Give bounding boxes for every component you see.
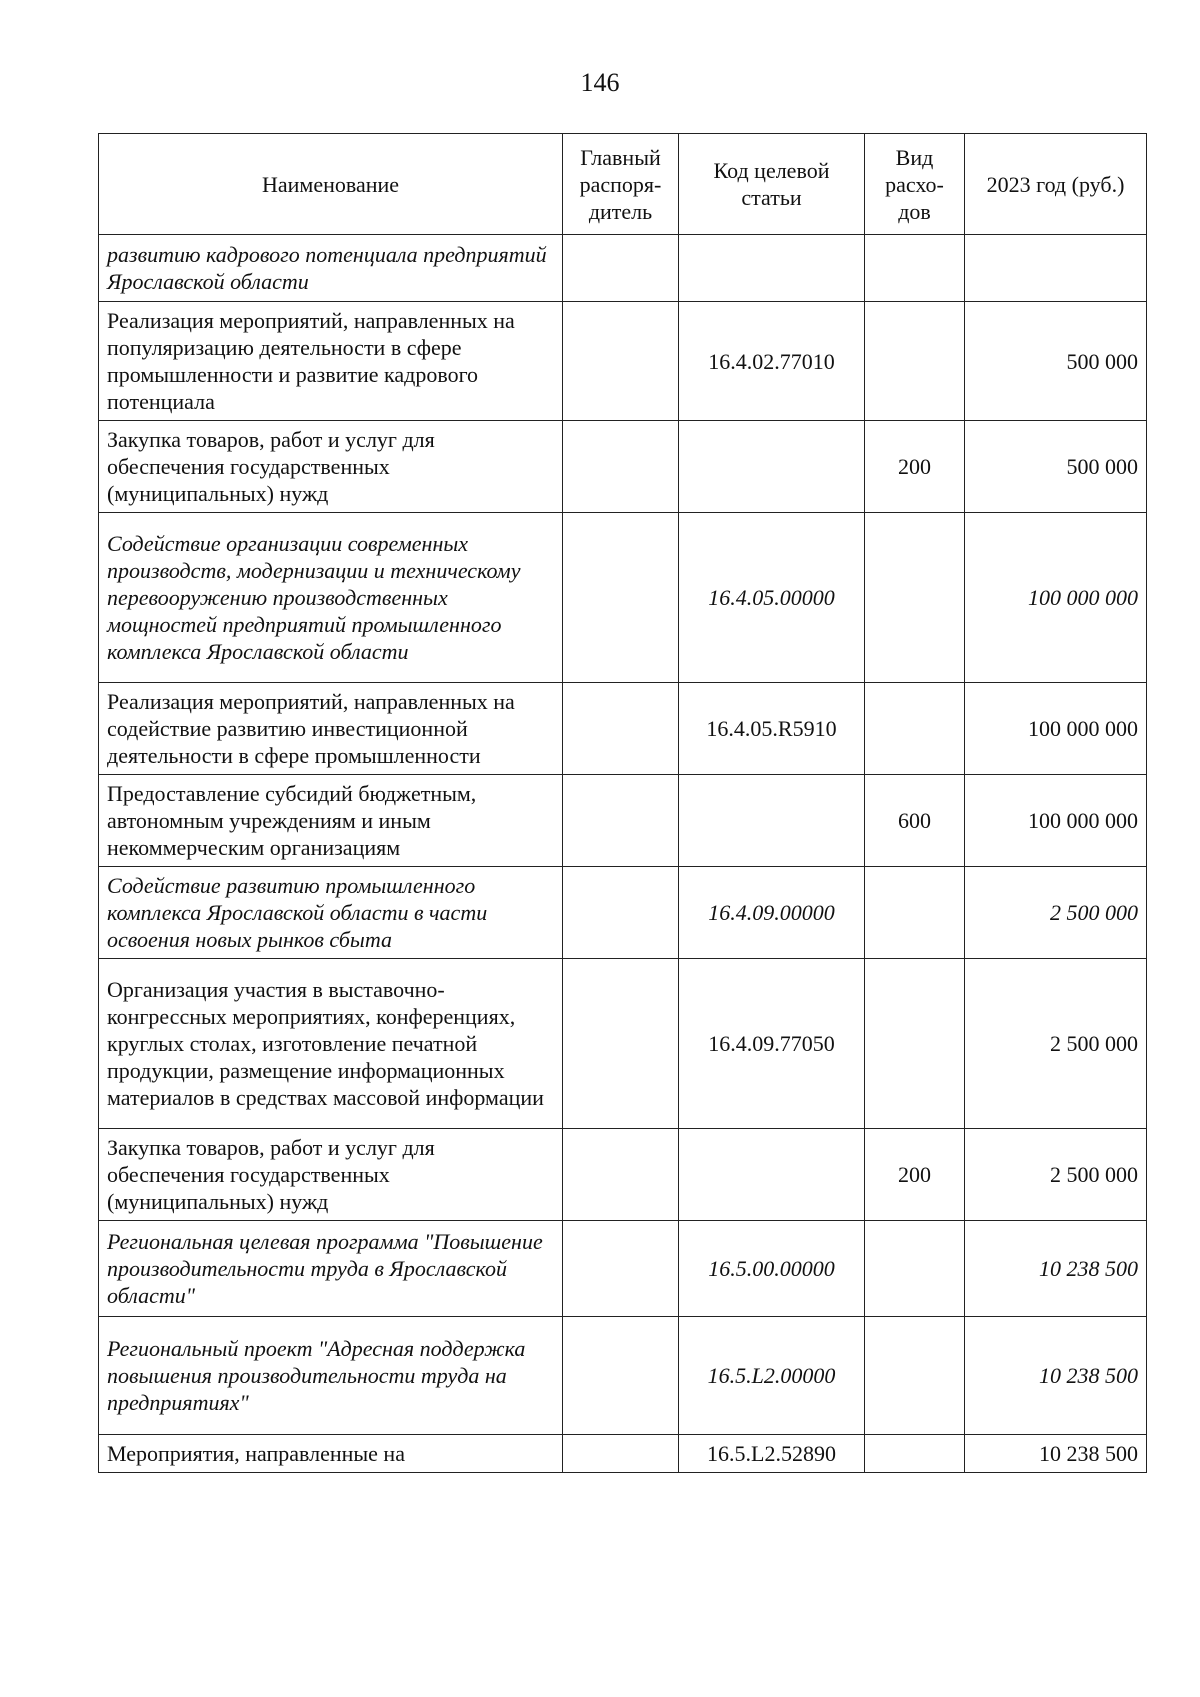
table-header-row (99, 134, 1147, 235)
cell-code (679, 1129, 865, 1221)
table-row (99, 1435, 1147, 1473)
cell-admin (563, 302, 679, 421)
cell-code (679, 775, 865, 867)
cell-amount: 500 000 (965, 302, 1147, 421)
cell-amount: 500 000 (965, 421, 1147, 513)
table-row (99, 235, 1147, 302)
budget-table (98, 133, 1147, 1473)
cell-name: Закупка товаров, работ и услуг для обеспечения государственных (муниципальных) нужд (99, 1129, 563, 1221)
table-row (99, 513, 1147, 683)
cell-amount: 100 000 000 (965, 775, 1147, 867)
cell-kind (865, 1317, 965, 1435)
header-name: Наименование (99, 134, 563, 235)
header-admin: Главный распоря-дитель (563, 134, 679, 235)
cell-admin (563, 959, 679, 1129)
cell-code: 16.4.09.77050 (679, 959, 865, 1129)
cell-code: 16.5.L2.52890 (679, 1435, 865, 1473)
table-row (99, 1317, 1147, 1435)
cell-kind (865, 959, 965, 1129)
table-row (99, 683, 1147, 775)
cell-name: Мероприятия, направленные на (99, 1435, 563, 1473)
cell-amount: 2 500 000 (965, 867, 1147, 959)
cell-code (679, 235, 865, 302)
cell-kind: 600 (865, 775, 965, 867)
header-code: Код целевой статьи (679, 134, 865, 235)
cell-name: Содействие развитию промышленного комплекса Ярославской области в части освоения новых рынков сбыта (99, 867, 563, 959)
table-row (99, 421, 1147, 513)
cell-admin (563, 867, 679, 959)
cell-admin (563, 235, 679, 302)
cell-code (679, 421, 865, 513)
cell-name: Организация участия в выставочно-конгрессных мероприятиях, конференциях, круглых столах, изготовление печатной продукции, размещение информационных материалов в средствах массовой информации (99, 959, 563, 1129)
cell-kind (865, 1435, 965, 1473)
cell-admin (563, 513, 679, 683)
cell-code: 16.5.L2.00000 (679, 1317, 865, 1435)
cell-kind (865, 235, 965, 302)
cell-name: развитию кадрового потенциала предприятий Ярославской области (99, 235, 563, 302)
header-amount: 2023 год (руб.) (965, 134, 1147, 235)
page-number: 146 (580, 68, 620, 97)
cell-kind: 200 (865, 421, 965, 513)
table-row (99, 1221, 1147, 1317)
table-row (99, 302, 1147, 421)
cell-kind (865, 302, 965, 421)
table-row (99, 959, 1147, 1129)
cell-admin (563, 775, 679, 867)
cell-code: 16.4.05.R5910 (679, 683, 865, 775)
cell-kind (865, 1221, 965, 1317)
cell-kind (865, 513, 965, 683)
cell-amount: 10 238 500 (965, 1435, 1147, 1473)
cell-amount: 10 238 500 (965, 1221, 1147, 1317)
cell-code: 16.4.05.00000 (679, 513, 865, 683)
cell-name: Региональный проект "Адресная поддержка повышения производительности труда на предприятиях" (99, 1317, 563, 1435)
cell-code: 16.5.00.00000 (679, 1221, 865, 1317)
table-row (99, 867, 1147, 959)
cell-code: 16.4.02.77010 (679, 302, 865, 421)
cell-kind (865, 683, 965, 775)
cell-name: Региональная целевая программа "Повышение производительности труда в Ярославской области" (99, 1221, 563, 1317)
cell-admin (563, 421, 679, 513)
cell-admin (563, 683, 679, 775)
cell-name: Содействие организации современных производств, модернизации и техническому перевооружению производственных мощностей предприятий промышленного комплекса Ярославской области (99, 513, 563, 683)
cell-code: 16.4.09.00000 (679, 867, 865, 959)
table-row (99, 1129, 1147, 1221)
table-body (99, 235, 1147, 1473)
cell-admin (563, 1435, 679, 1473)
cell-name: Реализация мероприятий, направленных на содействие развитию инвестиционной деятельности в сфере промышленности (99, 683, 563, 775)
cell-admin (563, 1221, 679, 1317)
cell-admin (563, 1129, 679, 1221)
cell-amount: 100 000 000 (965, 683, 1147, 775)
header-kind: Вид расхо-дов (865, 134, 965, 235)
cell-amount: 2 500 000 (965, 959, 1147, 1129)
cell-name: Предоставление субсидий бюджетным, автономным учреждениям и иным некоммерческим организациям (99, 775, 563, 867)
cell-admin (563, 1317, 679, 1435)
cell-kind (865, 867, 965, 959)
cell-kind: 200 (865, 1129, 965, 1221)
cell-amount (965, 235, 1147, 302)
cell-name: Закупка товаров, работ и услуг для обеспечения государственных (муниципальных) нужд (99, 421, 563, 513)
cell-name: Реализация мероприятий, направленных на популяризацию деятельности в сфере промышленности и развитие кадрового потенциала (99, 302, 563, 421)
cell-amount: 100 000 000 (965, 513, 1147, 683)
cell-amount: 2 500 000 (965, 1129, 1147, 1221)
table-row (99, 775, 1147, 867)
cell-amount: 10 238 500 (965, 1317, 1147, 1435)
